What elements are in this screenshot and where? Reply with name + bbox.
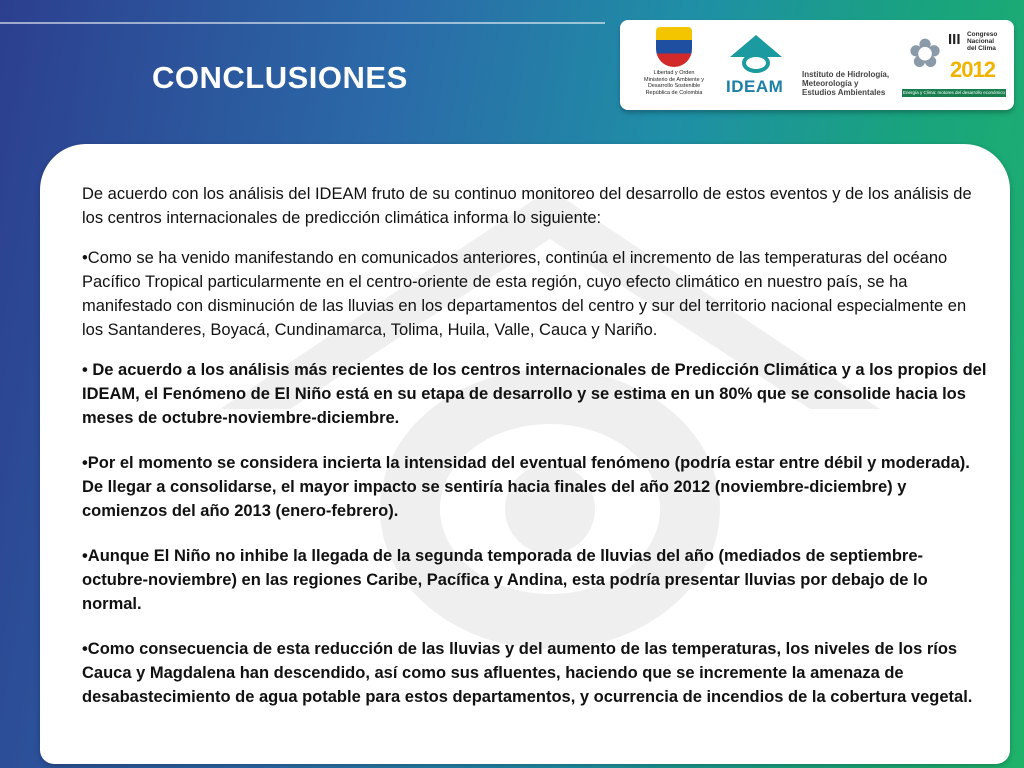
ideam-logo-icon [726,27,786,103]
slide-title: CONCLUSIONES [152,60,408,95]
ideam-logo [726,25,896,105]
content-card [40,144,1010,764]
conclusion-point: •Aunque El Niño no inhibe la llegada de la segunda temporada de lluvias del año (mediados de septiembre-octubre-noviembre) en las regiones Caribe, Pacífica y Andina, esta podría presentar lluvias por debajo de lo normal. [82,547,928,613]
body-text [82,182,987,709]
congreso-line: Nacional [966,38,995,45]
top-divider [0,22,605,24]
congreso-line: del Clima [966,45,996,52]
congreso-clima-logo-icon: ✿ [908,32,942,76]
conclusion-point: •Como consecuencia de esta reducción de las lluvias y del aumento de las temperaturas, los niveles de los ríos Cauca y Magdalena han descendido, así como sus afluentes, haciendo que se incremente la amenaza de desabastecimiento de agua potable para estos departamentos, y ocurrencia de incendios de la cobertura vegetal. [82,640,973,706]
conclusion-point: •Como se ha venido manifestando en comunicados anteriores, continúa el incremento de las temperaturas del océano Pacífico Tropical particularmente en el centro-oriente de esta región, cuyo efecto climático en nuestro país, se ha manifestado con disminución de las lluvias en los departamentos del centro y sur del territorio nacional especialmente en los Santanderes, Boyacá, Cundinamarca, Tolima, Huila, Valle, Cauca y Nariño. [82,249,967,339]
congreso-logo [902,25,1012,105]
conclusion-point: • De acuerdo a los análisis más recientes de los centros internacionales de Predicción Climática y a los propios del IDEAM, el Fenómeno de El Niño está en su etapa de desarrollo y se estima en un 80% que se consolide hacia los meses de octubre-noviembre-diciembre. [82,361,987,427]
ideam-name: IDEAM [726,77,784,96]
conclusion-point: •Por el momento se considera incierta la intensidad del eventual fenómeno (podría estar entre débil y moderada). De llegar a consolidarse, el mayor impacto se sentiría hacia finales del año 2012 (noviembre-diciembre) y comienzos del año 2013 (enero-febrero). [82,454,970,520]
congreso-year: 2012 [950,57,995,82]
ministerio-line: Ministerio de Ambiente y [644,76,704,83]
ministerio-logo [634,25,714,105]
colombia-coat-of-arms-icon [656,27,692,67]
logo-panel [620,20,1014,110]
congreso-roman: III [948,31,961,48]
congreso-line: Congreso [966,31,998,38]
congreso-tagline: Energía y Clima: motores del desarrollo económico [902,90,1006,95]
ministerio-line: Libertad y Orden [653,70,695,76]
ideam-line: Instituto de Hidrología, [802,69,890,79]
ministerio-line: Desarrollo Sostenible [647,83,701,89]
ideam-line: Meteorología y [802,78,859,88]
intro-paragraph: De acuerdo con los análisis del IDEAM fruto de su continuo monitoreo del desarrollo de estos eventos y de los análisis de los centros internacionales de predicción climática informa lo siguiente: [82,185,972,227]
ideam-line: Estudios Ambientales [802,87,886,97]
ministerio-line: República de Colombia [645,89,703,96]
